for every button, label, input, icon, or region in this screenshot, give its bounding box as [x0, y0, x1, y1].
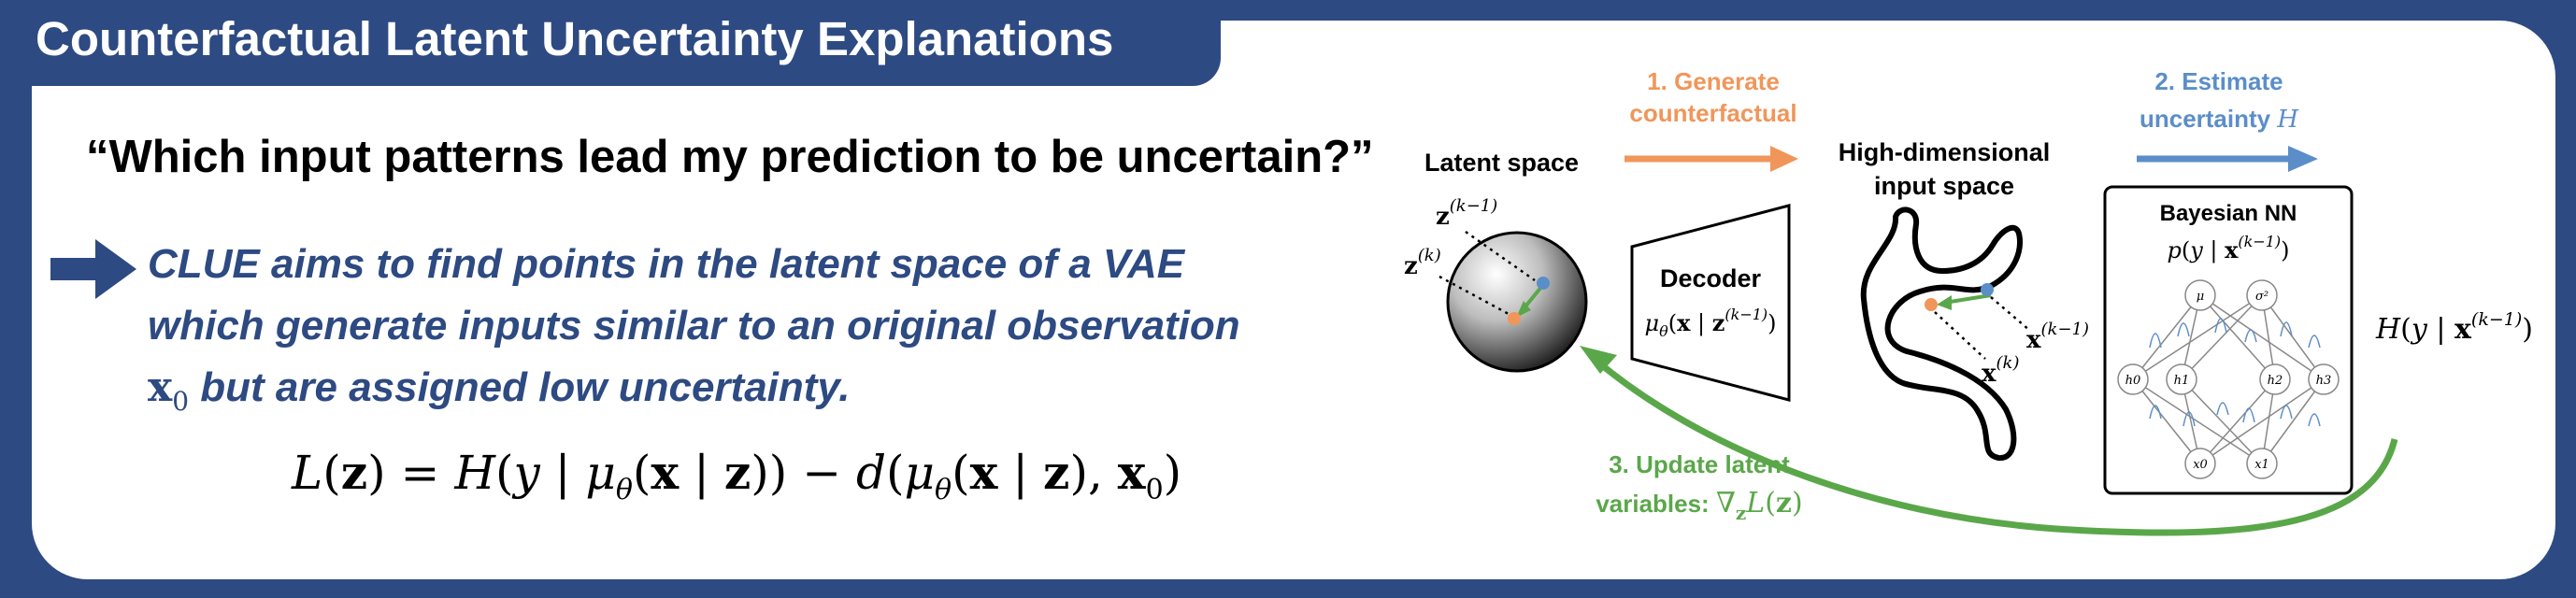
step2-label-line2: uncertainty H: [2139, 105, 2299, 134]
x-k-minus-1-label: $x^{(k-1)}$: [2026, 320, 2090, 354]
bnn-node-h0-label: h0: [2125, 374, 2141, 388]
entropy-label: H(y | $x^{(k-1)}$): [2376, 309, 2533, 346]
bnn-formula: p(y | $x^{(k-1)}$): [2167, 233, 2290, 263]
input-manifold-curve: [1864, 209, 2020, 458]
bnn-node-mu-label: μ: [2196, 290, 2205, 304]
z-k-minus-1-label: $z^{(k-1)}$: [1436, 196, 1498, 231]
clue-objective-formula: L(z) = H(y | $\mu_\theta(x$ | $z)) - d(\mu_\theta(x$ | z), $x_0$): [292, 445, 1182, 506]
bnn-node-x0-label: x0: [2193, 458, 2208, 472]
step1-label-line2: counterfactual: [1629, 99, 1797, 127]
bnn-node-h3-label: h3: [2315, 374, 2332, 388]
question-text: “Which input patterns lead my prediction to be uncertain?”: [86, 132, 1374, 182]
x-k-pointer: [1935, 312, 1985, 359]
bnn-node-sigma-label: σ²: [2254, 290, 2269, 304]
bnn-title: Bayesian NN: [2159, 201, 2297, 226]
input-space-label-line1: High-dimensional: [1838, 138, 2051, 166]
latent-space-label: Latent space: [1424, 149, 1580, 177]
decoder-shape: [1632, 206, 1789, 400]
decoder-formula: $\mu_\theta(x$ | $z^{(k-1)}$): [1644, 306, 1777, 340]
input-point-blue: [1981, 283, 1994, 296]
latent-point-blue: [1537, 277, 1550, 290]
clue-description-line-2: which generate inputs similar to an original observation: [148, 303, 1240, 349]
clue-description-line-3: $x_0$ but are assigned low uncertainty.: [148, 363, 851, 417]
latent-point-orange: [1508, 312, 1521, 325]
step1-label-line1: 1. Generate: [1647, 67, 1780, 95]
decoder-label: Decoder: [1659, 264, 1762, 292]
bnn-node-h1-label: h1: [2173, 374, 2190, 388]
input-space-label-line2: input space: [1873, 172, 2015, 200]
x-k-label: $x^{(k)}$: [1982, 353, 2020, 388]
bnn-node-h2-label: h2: [2267, 374, 2283, 388]
page-title: Counterfactual Latent Uncertainty Explanations: [36, 12, 1114, 65]
bnn-node-x1-label: x1: [2254, 458, 2269, 472]
bayesian-nn-box: [2105, 187, 2352, 493]
x0-symbol: $x_0$: [148, 363, 190, 417]
latent-space-sphere: [1448, 233, 1586, 371]
x-k-minus-1-pointer: [1991, 297, 2030, 331]
step2-label-line1: 2. Estimate: [2154, 67, 2283, 95]
clue-description-line-1: CLUE aims to find points in the latent space of a VAE: [148, 241, 1185, 287]
z-k-label: $z^{(k)}$: [1404, 246, 1441, 280]
step3-label-line2: variables: $\nabla_zL(z)$: [1596, 487, 1803, 524]
input-point-orange: [1925, 298, 1938, 311]
step3-label-line1: 3. Update latent: [1609, 450, 1790, 478]
